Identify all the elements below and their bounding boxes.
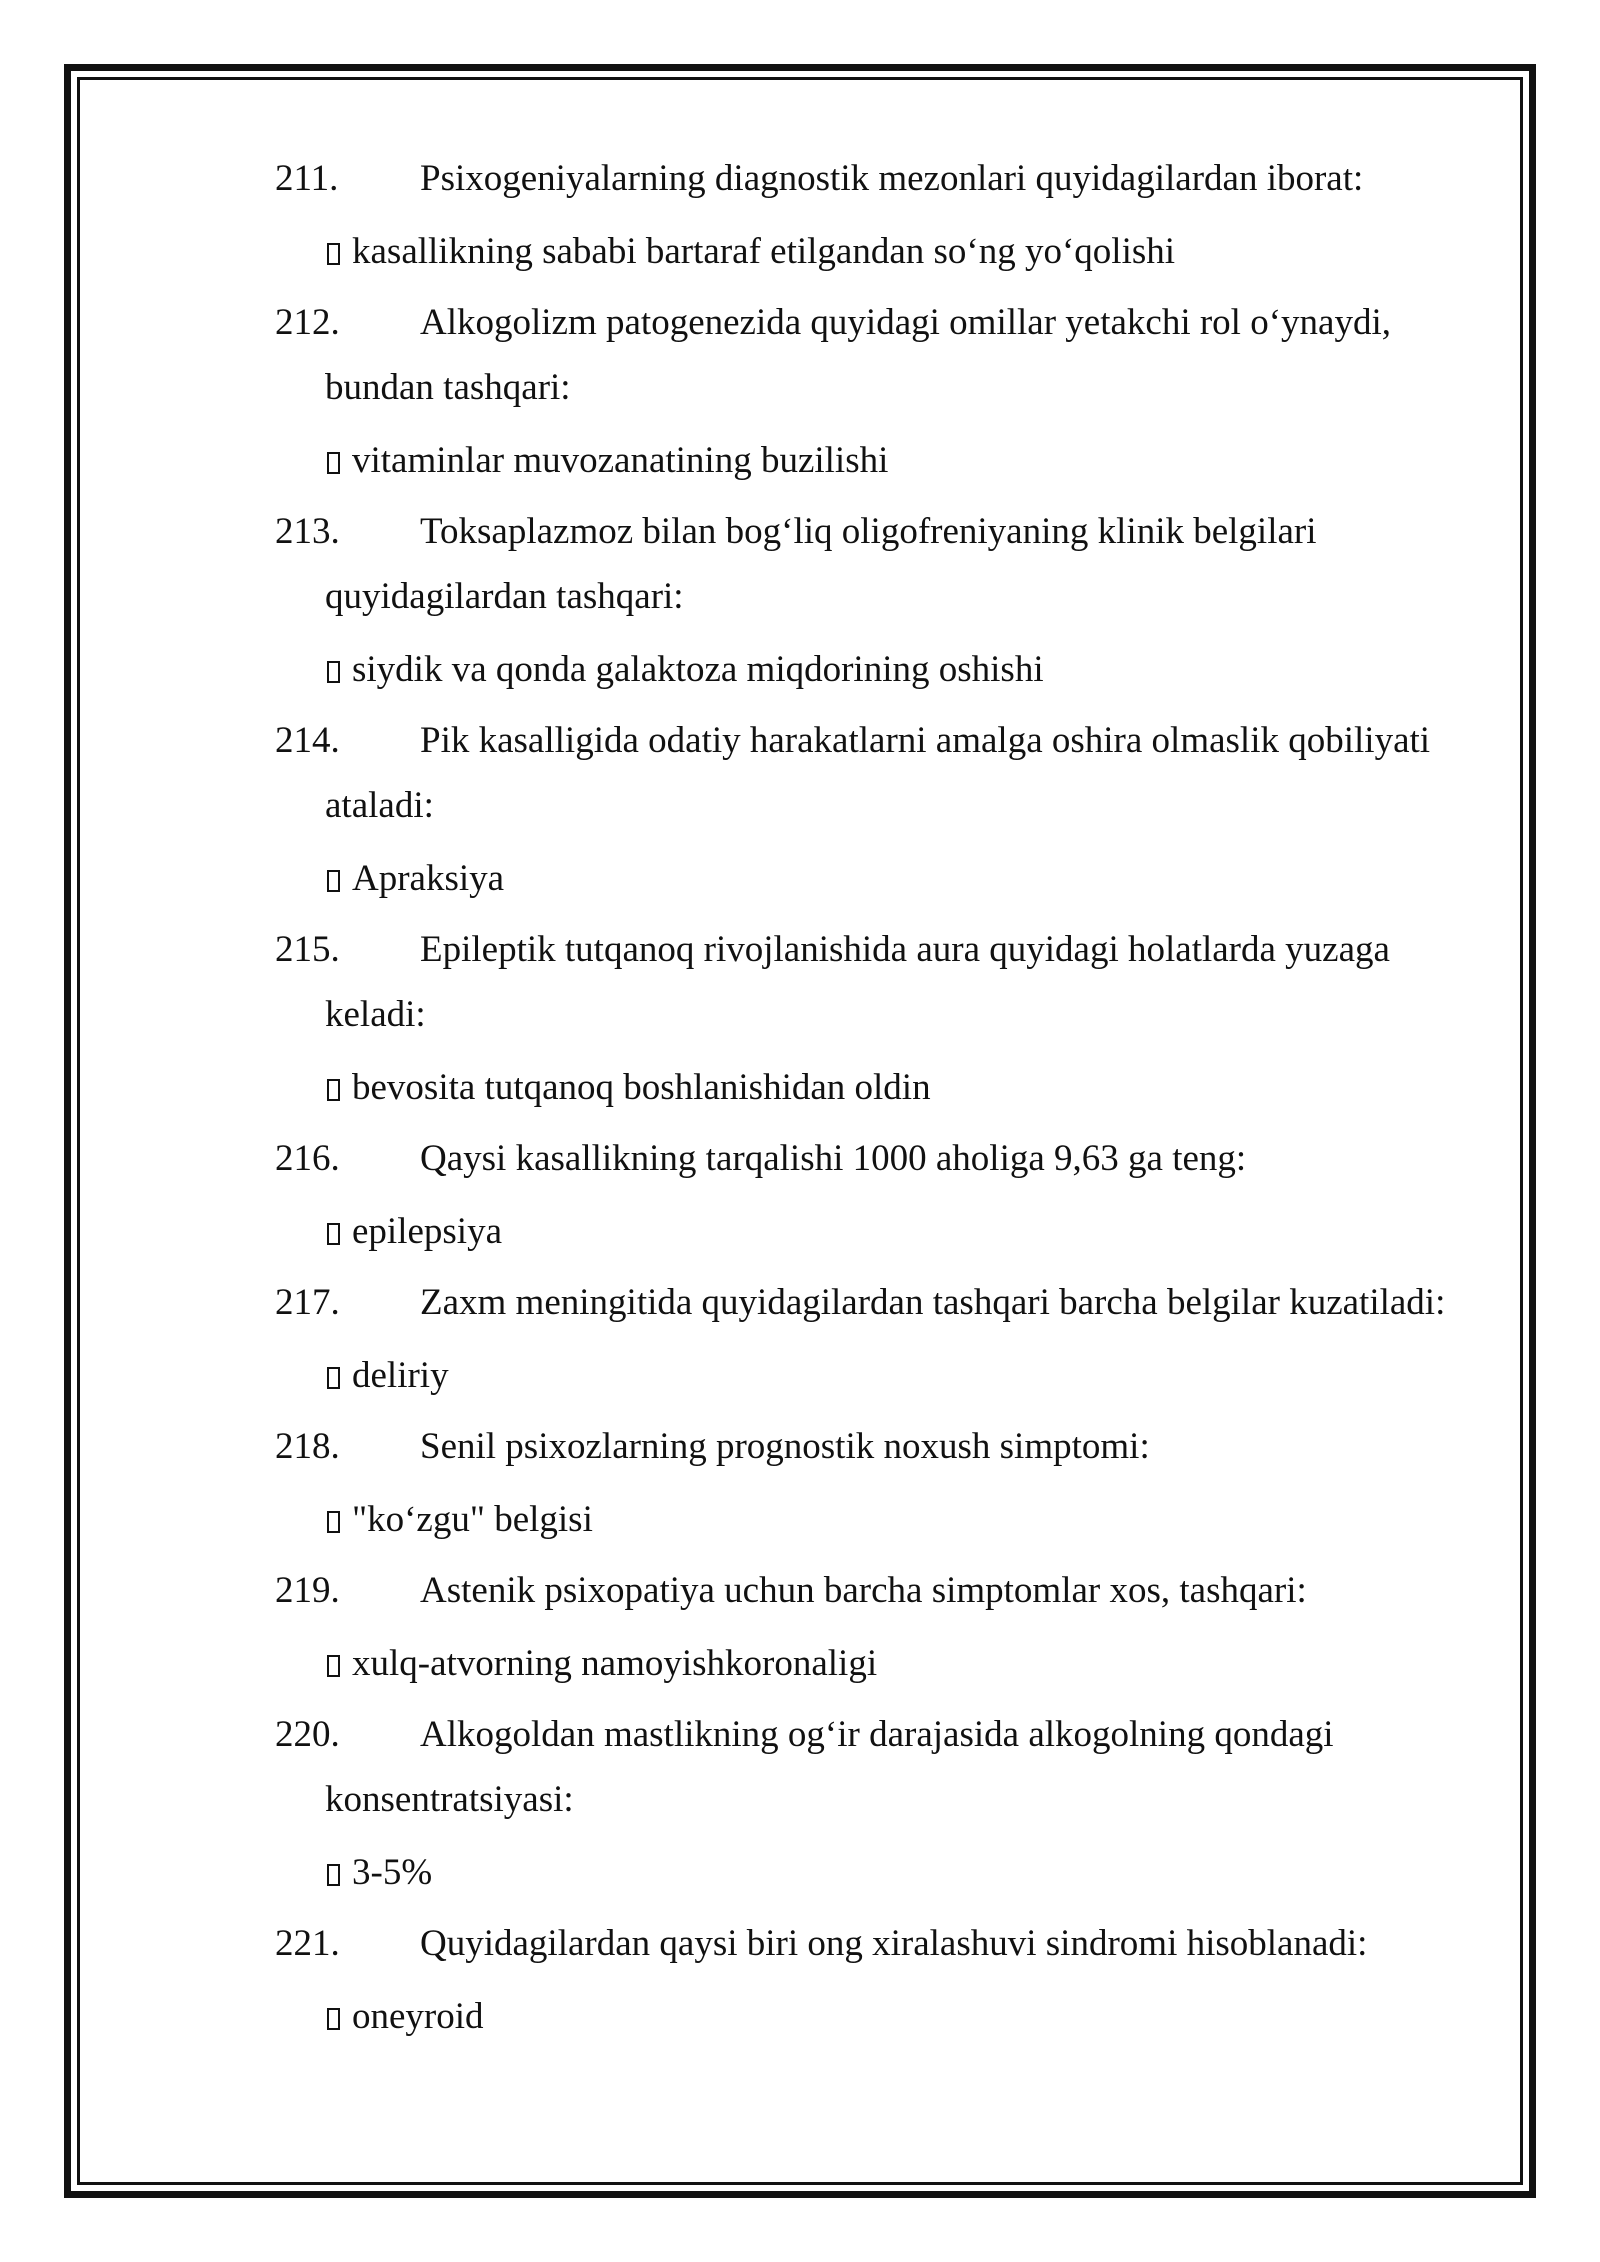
question-text: Quyidagilardan qaysi biri ong xiralashuvi sindromi hisoblanadi: <box>420 1923 1368 1964</box>
answer-text: xulq-atvorning namoyishkoronaligi <box>352 1643 878 1684</box>
checkbox-icon <box>327 1864 340 1886</box>
question-row <box>275 1414 1475 1479</box>
question-text: Zaxm meningitida quyidagilardan tashqari barcha belgilar kuzatiladi: <box>420 1282 1446 1323</box>
question-number: 213. <box>275 511 340 552</box>
answer-text: kasallikning sababi bartaraf etilgandan so‘ng yo‘qolishi <box>352 231 1176 272</box>
question-text: Psixogeniyalarning diagnostik mezonlari quyidagilardan iborat: <box>420 158 1364 199</box>
question-text: Alkogolizm patogenezida quyidagi omillar yetakchi rol o‘ynaydi, <box>420 302 1391 343</box>
question-text: Pik kasalligida odatiy harakatlarni amalga oshira olmaslik qobiliyati <box>420 720 1431 761</box>
question-number: 215. <box>275 929 340 970</box>
answer-row <box>275 1199 1475 1264</box>
checkbox-icon <box>327 243 340 265</box>
question-text: Epileptik tutqanoq rivojlanishida aura quyidagi holatlarda yuzaga <box>420 929 1390 970</box>
question-row <box>275 1911 1475 1976</box>
question-item <box>275 1558 1475 1696</box>
answer-text: "ko‘zgu" belgisi <box>352 1499 593 1540</box>
question-text-continued: keladi: <box>325 994 426 1035</box>
question-row <box>275 1270 1475 1335</box>
question-row <box>275 917 1475 982</box>
question-number: 220. <box>275 1714 340 1755</box>
question-text: Alkogoldan mastlikning og‘ir darajasida alkogolning qondagi <box>420 1714 1334 1755</box>
checkbox-icon <box>327 1367 340 1389</box>
checkbox-icon <box>327 452 340 474</box>
answer-text: bevosita tutqanoq boshlanishidan oldin <box>352 1067 931 1108</box>
answer-text: epilepsiya <box>352 1211 503 1252</box>
question-text: Toksaplazmoz bilan bog‘liq oligofreniyaning klinik belgilari <box>420 511 1317 552</box>
question-row <box>275 1126 1475 1191</box>
question-number: 214. <box>275 720 340 761</box>
checkbox-icon <box>327 870 340 892</box>
question-number: 219. <box>275 1570 340 1611</box>
question-number: 216. <box>275 1138 340 1179</box>
answer-row <box>275 1984 1475 2049</box>
answer-text: oneyroid <box>352 1996 484 2037</box>
question-item <box>275 917 1475 1120</box>
checkbox-icon <box>327 1655 340 1677</box>
question-row <box>275 499 1475 564</box>
answer-row <box>275 428 1475 493</box>
question-row <box>275 290 1475 355</box>
question-number: 217. <box>275 1282 340 1323</box>
checkbox-icon <box>327 1223 340 1245</box>
answer-row <box>275 1631 1475 1696</box>
answer-text: Apraksiya <box>352 858 505 899</box>
question-row <box>275 146 1475 211</box>
question-item <box>275 499 1475 702</box>
question-item <box>275 708 1475 911</box>
question-number: 211. <box>275 158 339 199</box>
question-text-continued: bundan tashqari: <box>325 367 571 408</box>
answer-text: 3-5% <box>352 1852 433 1893</box>
question-row <box>275 708 1475 773</box>
question-item <box>275 1126 1475 1264</box>
answer-text: siydik va qonda galaktoza miqdorining oshishi <box>352 649 1044 690</box>
question-row <box>275 1702 1475 1767</box>
question-item <box>275 1702 1475 1905</box>
question-item <box>275 1911 1475 2049</box>
question-text-continued: quyidagilardan tashqari: <box>325 576 684 617</box>
answer-row <box>275 637 1475 702</box>
answer-row <box>275 1055 1475 1120</box>
answer-row <box>275 1343 1475 1408</box>
question-item <box>275 146 1475 284</box>
checkbox-icon <box>327 1079 340 1101</box>
answer-text: vitaminlar muvozanatining buzilishi <box>352 440 889 481</box>
answer-row <box>275 219 1475 284</box>
question-item <box>275 290 1475 493</box>
question-number: 221. <box>275 1923 340 1964</box>
question-list <box>275 146 1475 2055</box>
answer-text: deliriy <box>352 1355 449 1396</box>
question-item <box>275 1414 1475 1552</box>
question-number: 212. <box>275 302 340 343</box>
answer-row <box>275 1487 1475 1552</box>
checkbox-icon <box>327 2008 340 2030</box>
answer-row <box>275 846 1475 911</box>
question-number: 218. <box>275 1426 340 1467</box>
question-text-continued: konsentratsiyasi: <box>325 1779 574 1820</box>
checkbox-icon <box>327 661 340 683</box>
question-item <box>275 1270 1475 1408</box>
question-text-continued: ataladi: <box>325 785 434 826</box>
answer-row <box>275 1840 1475 1905</box>
question-text: Senil psixozlarning prognostik noxush simptomi: <box>420 1426 1150 1467</box>
question-text: Astenik psixopatiya uchun barcha simptomlar xos, tashqari: <box>420 1570 1307 1611</box>
question-text: Qaysi kasallikning tarqalishi 1000 aholiga 9,63 ga teng: <box>420 1138 1247 1179</box>
question-row <box>275 1558 1475 1623</box>
checkbox-icon <box>327 1511 340 1533</box>
